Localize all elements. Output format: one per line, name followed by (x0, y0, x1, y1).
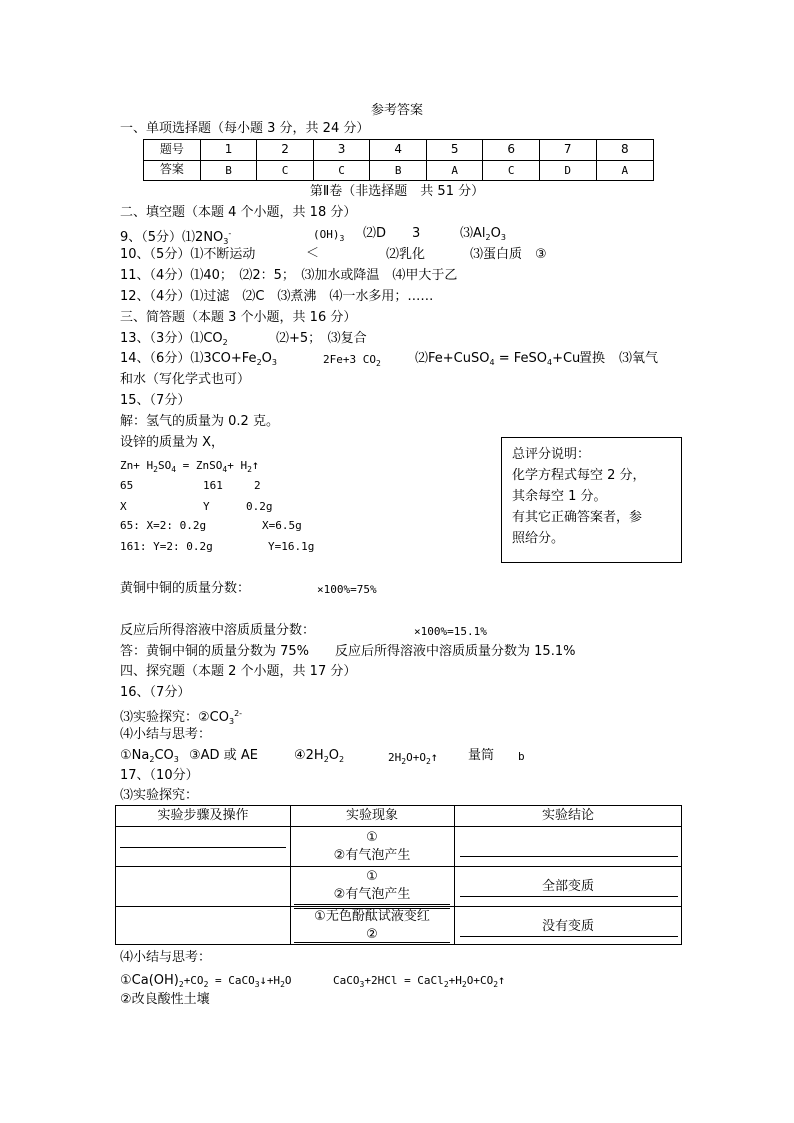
q14-eq2a: ⑵Fe+CuSO (415, 351, 490, 366)
subscript: 2 (493, 980, 499, 989)
r2-conclusion: 全部变质 (541, 879, 594, 894)
q9-al-o: O (490, 226, 501, 241)
number-cell: 1 (201, 140, 258, 160)
answer-table-answer-row (144, 160, 653, 180)
q16-l3i: b (518, 750, 525, 763)
number-cell: 7 (540, 140, 597, 160)
q16-line2: ⑷小结与思考： (120, 727, 212, 742)
eq-part: SO (157, 459, 172, 472)
q9-oh-text: (OH) (313, 228, 340, 241)
q16-label: 16、（7分） (120, 685, 191, 700)
r1-phenomenon-1: ① (366, 830, 378, 845)
subscript: 2 (149, 755, 155, 764)
q15-answer: 答：黄铜中铜的质量分数为 75% 反应后所得溶液中溶质质量分数为 15.1% (120, 644, 576, 659)
number-cell: 8 (620, 142, 629, 156)
note-line: 其余每空 1 分。 (512, 489, 607, 504)
q16-l3c: ③AD 或 AE (189, 748, 258, 763)
eq-part: +2HCl = CaCl (364, 974, 444, 987)
q13-line (120, 331, 228, 351)
q10-c: ⑵乳化 (386, 247, 426, 262)
q14-label: 14、（6分）⑴3CO+Fe (120, 351, 257, 366)
scoring-note-box (501, 437, 682, 563)
q15-cu-label: 黄铜中铜的质量分数： (120, 581, 251, 596)
gas-arrow-icon: ↑ (251, 458, 260, 472)
r3-conclusion: 没有变质 (541, 919, 594, 934)
q14-line (120, 351, 277, 371)
q14-continued: 和水（写化学式也可） (120, 372, 251, 387)
header-step: 实验步骤及操作 (157, 808, 249, 823)
note-line: 照给分。 (512, 531, 565, 546)
q9-al-text: ⑶Al (460, 226, 486, 241)
number-cell: 3 (314, 140, 371, 160)
q14-o: O (261, 351, 272, 366)
subscript: 2 (443, 980, 449, 989)
number-cell: 6 (483, 140, 540, 160)
q15-solution-value: ×100%=15.1% (414, 625, 487, 638)
header-conclusion: 实验结论 (541, 808, 594, 823)
q11-line: 11、（4分）⑴40； ⑵2：5； ⑶加水或降温 ⑷甲大于乙 (120, 268, 458, 283)
q16-line3 (120, 748, 179, 768)
row-divider (116, 866, 681, 867)
q15-r2a: X (120, 500, 127, 513)
eq-part: 2H (388, 751, 402, 764)
row-divider (116, 906, 681, 907)
subscript: 3 (223, 237, 229, 246)
q14-eq2b: = FeSO (494, 351, 547, 366)
subscript: 2 (461, 980, 467, 989)
header-phenomenon: 实验现象 (345, 808, 398, 823)
q15-cu-value: ×100%=75% (317, 583, 377, 596)
section1-heading: 一、单项选择题（每小题 3 分，共 24 分） (120, 121, 370, 136)
q10-b: ＜ (306, 246, 320, 261)
gas-arrow-icon: ↑ (430, 750, 439, 764)
q14-product (323, 352, 381, 372)
q15-r2b: Y (203, 500, 210, 513)
q16-l3a: ①Na (120, 748, 150, 763)
q15-r3b: X=6.5g (262, 519, 302, 532)
answer-cell: D (540, 160, 597, 180)
q17-equation-1 (120, 972, 292, 993)
q16-l3h: 量筒 (468, 748, 495, 763)
blank-line (460, 856, 678, 857)
subscript: 3 (254, 980, 260, 989)
section3-heading: 三、简答题（本题 3 个小题，共 16 分） (120, 310, 357, 325)
r2-phenomenon-2: ②有气泡产生 (333, 887, 411, 902)
subscript: 2 (178, 980, 184, 989)
q14-q3: ⑶氧气 (619, 351, 659, 366)
q15-r2c: 0.2g (246, 500, 273, 513)
eq-part: O (284, 974, 292, 987)
q17-label: 17、（10分） (120, 768, 199, 783)
q10-a: 10、（5分）⑴不断运动 (120, 247, 256, 262)
subscript: 2 (247, 465, 252, 474)
superscript: - (228, 229, 232, 238)
row-label-answer: 答案 (144, 160, 201, 180)
q13-label: 13、（3分）⑴CO (120, 331, 223, 346)
q12-line: 12、（4分）⑴过滤 ⑵C ⑶煮沸 ⑷一水多用；…… (120, 289, 434, 304)
subscript: 3 (359, 980, 365, 989)
eq-part: +CO (183, 974, 204, 987)
subscript: 2 (401, 757, 407, 766)
answer-cell: A (427, 160, 484, 180)
q16-l3d (294, 748, 344, 768)
answer-cell: B (370, 160, 427, 180)
q15-r1b: 161 (203, 479, 223, 492)
q13-b: ⑵+5； ⑶复合 (276, 331, 367, 346)
q9-d: ⑵D 3 (363, 226, 421, 241)
number-cell: 2 (257, 140, 314, 160)
q14-eq2c: +Cu (552, 351, 581, 366)
blank-line (294, 904, 450, 905)
answer-table-number-row (144, 140, 653, 161)
subscript: 3 (271, 358, 277, 367)
q17-line1: ⑶实验探究： (120, 788, 199, 803)
subscript: 2 (280, 980, 285, 989)
q15-r1c: 2 (254, 479, 261, 492)
subscript: 4 (171, 465, 177, 474)
r3-phenomenon-1: ①无色酚酞试液变红 (314, 909, 430, 924)
eq-part: CaCO (333, 974, 360, 987)
answer-table (143, 139, 654, 181)
q14-eq2 (415, 351, 580, 371)
eq-part: +H (448, 974, 462, 987)
subscript: 3 (339, 234, 345, 243)
blank-line (460, 936, 678, 937)
page-title: 参考答案 (370, 103, 423, 118)
q9-label: 9、（5分）⑴2NO (120, 230, 224, 245)
eq-part: +H (266, 974, 281, 987)
note-line: 化学方程式每空 2 分， (512, 468, 646, 483)
precipitate-arrow-icon: ↓ (259, 973, 267, 987)
q15-r4a: 161: Y=2: 0.2g (120, 540, 213, 553)
subscript: 4 (489, 358, 495, 367)
q16-l1-text: ⑶实验探究：②CO (120, 710, 229, 725)
row-label-number: 题号 (144, 140, 201, 160)
q10-d: ⑶蛋白质 ③ (470, 247, 547, 262)
eq-part: O+O (406, 751, 426, 764)
answer-cell: C (257, 160, 314, 180)
q14-prod-text: 2Fe+3 CO (323, 353, 376, 366)
subscript: 2 (323, 755, 329, 764)
number-cell: 4 (370, 140, 427, 160)
q17-equation-2 (333, 972, 505, 993)
r3-phenomenon-2: ② (366, 927, 378, 942)
eq-part: = CaCO (208, 974, 255, 987)
number-cell: 5 (427, 140, 484, 160)
q15-line1: 解：氢气的质量为 0.2 克。 (120, 414, 279, 429)
q15-label: 15、（7分） (120, 393, 191, 408)
r2-phenomenon-1: ① (366, 869, 378, 884)
answer-cell: C (483, 160, 540, 180)
subscript: 2 (256, 358, 262, 367)
q9-al (460, 226, 506, 246)
q15-r1a: 65 (120, 479, 134, 492)
answer-cell: B (201, 160, 258, 180)
eq-part: ④2H (294, 748, 324, 763)
subscript: 4 (222, 465, 228, 474)
subscript: 2 (375, 359, 381, 368)
subscript: 2 (485, 233, 491, 242)
q15-r4b: Y=16.1g (268, 540, 315, 553)
subscript: 3 (173, 755, 179, 764)
eq-part: O+CO (466, 974, 494, 987)
q15-line2: 设锌的质量为 X， (120, 435, 225, 450)
experiment-table (115, 805, 682, 945)
eq-part: Zn+ H (120, 459, 154, 472)
q17-line2: ⑷小结与思考： (120, 950, 212, 965)
blank-line (294, 942, 450, 943)
subscript: 2 (425, 757, 431, 766)
gas-arrow-icon: ↑ (498, 973, 506, 987)
q16-l3f (388, 749, 438, 770)
superscript: 2- (234, 709, 243, 718)
part2-heading: 第Ⅱ卷（非选择题 共 51 分） (309, 184, 485, 199)
answer-cell: A (621, 164, 629, 177)
note-line: 总评分说明： (512, 447, 591, 462)
subscript: 2 (203, 980, 209, 989)
q16-l3b: CO (154, 748, 174, 763)
blank-line (120, 847, 286, 848)
subscript: 2 (222, 338, 228, 347)
section4-heading: 四、探究题（本题 2 个小题，共 17 分） (120, 664, 357, 679)
eq-part: ①Ca(OH) (120, 973, 179, 988)
subscript: 3 (500, 233, 506, 242)
row-divider (116, 826, 681, 827)
q15-solution-label: 反应后所得溶液中溶质质量分数： (120, 623, 316, 638)
blank-line (460, 896, 678, 897)
section2-heading: 二、填空题（本题 4 个小题，共 18 分） (120, 205, 357, 220)
subscript: 3 (228, 717, 235, 726)
answer-cell: C (314, 160, 371, 180)
eq-part: O (328, 748, 340, 763)
note-line: 有其它正确答案者，参 (512, 510, 643, 525)
eq-part: + H (227, 459, 248, 472)
r1-phenomenon-2: ②有气泡产生 (333, 848, 411, 863)
q15-equation (120, 457, 259, 478)
q14-reaction-type: 置换 (579, 351, 606, 366)
subscript: 2 (153, 465, 158, 474)
subscript: 4 (546, 358, 553, 367)
q17-line3: ②改良酸性土壤 (120, 992, 210, 1007)
subscript: 2 (339, 755, 345, 764)
q9-oh (313, 227, 344, 247)
q15-r3a: 65: X=2: 0.2g (120, 519, 207, 532)
eq-part: = ZnSO (176, 459, 223, 472)
